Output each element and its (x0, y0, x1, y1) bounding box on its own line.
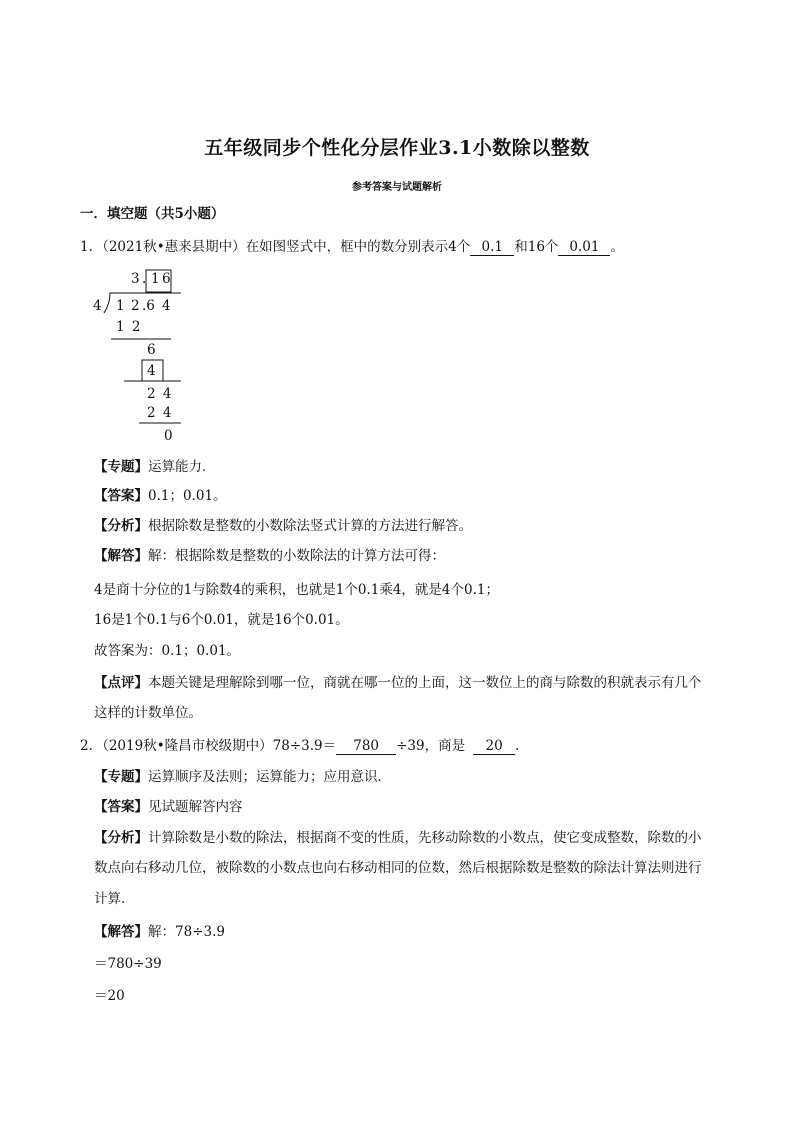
dividend-digit: 2 (131, 298, 140, 314)
topic-tag: 【专题】 (94, 459, 148, 475)
comment-continuation: 这样的计数单位。 (94, 705, 202, 721)
solution-line: 4是商十分位的1与除数4的乘积，也就是1个0.1乘4，就是4个0.1； (94, 582, 499, 598)
quotient-digit: 3 (131, 271, 140, 287)
division-step: 6 (147, 342, 156, 358)
q1-topic (94, 457, 216, 477)
question-2-stem (80, 736, 529, 756)
q2-answer (94, 797, 243, 817)
solution-intro: 解：根据除数是整数的小数除法的计算方法可得： (148, 548, 445, 564)
analysis-text: 根据除数是整数的小数除法竖式计算的方法进行解答。 (148, 518, 472, 534)
analysis-tag: 【分析】 (94, 518, 148, 534)
q2-stem-part-b: ÷39，商是 (396, 738, 466, 754)
division-step-boxed: 4 (147, 363, 156, 379)
q2-solution (94, 922, 225, 942)
q2-topic (94, 767, 391, 787)
dividend-digit: 1 (116, 298, 125, 314)
analysis-continuation: 数点向右移动几位，被除数的小数点也向右移动相同的位数，然后根据除数是整数的除法计算法则进行 (94, 860, 702, 876)
page-subtitle: 参考答案与试题解析 (352, 182, 442, 193)
q1-stem-part-b: 和16个 (514, 239, 559, 255)
topic-text: 运算能力． (148, 459, 216, 475)
comment-text: 本题关键是理解除到哪一位，商就在哪一位的上面，这一数位上的商与除数的积就表示有几个 (148, 675, 702, 691)
solution-tag: 【解答】 (94, 548, 148, 564)
q1-stem-part-c: 。 (610, 239, 624, 255)
section-heading: 一．填空题（共5小题） (80, 206, 225, 222)
solution-line: ＝780÷39 (94, 956, 162, 972)
topic-tag: 【专题】 (94, 769, 148, 785)
comment-tag: 【点评】 (94, 675, 148, 691)
division-step: 1 2 (116, 319, 141, 335)
analysis-continuation: 计算． (94, 891, 135, 907)
topic-text: 运算顺序及法则；运算能力；应用意识． (148, 769, 391, 785)
q2-analysis (94, 828, 702, 848)
division-step: 2 4 (147, 405, 172, 421)
q2-blank-2: 20 (473, 738, 515, 755)
q2-blank-1: 780 (336, 738, 396, 755)
quotient-digit: 6 (162, 271, 171, 287)
answer-tag: 【答案】 (94, 488, 148, 504)
quotient-point: . (142, 271, 147, 287)
solution-line: 故答案为：0.1；0.01。 (94, 643, 241, 659)
analysis-tag: 【分析】 (94, 830, 148, 846)
solution-tag: 【解答】 (94, 924, 148, 940)
answer-text: 见试题解答内容 (148, 799, 243, 815)
division-remainder: 0 (164, 428, 173, 444)
q2-stem-part-c: ． (515, 738, 529, 754)
division-step: 2 4 (147, 386, 172, 402)
analysis-text: 计算除数是小数的除法，根据商不变的性质，先移动除数的小数点，使它变成整数，除数的小 (148, 830, 702, 846)
solution-line: ＝20 (94, 988, 125, 1004)
solution-intro: 解：78÷3.9 (148, 924, 225, 940)
page-title: 五年级同步个性化分层作业3.1小数除以整数 (204, 137, 590, 159)
q1-blank-1: 0.1 (470, 239, 514, 256)
q2-stem-part-a: 2．（2019秋•隆昌市校级期中）78÷3.9＝ (80, 738, 337, 754)
quotient-digit-boxed: 1 (151, 271, 160, 287)
q1-answer (94, 486, 227, 506)
q1-blank-2: 0.01 (558, 239, 610, 256)
dividend-digit: .6 (142, 298, 155, 314)
solution-line: 16是1个0.1与6个0.01，就是16个0.01。 (94, 612, 349, 628)
q1-comment (94, 673, 702, 693)
divisor: 4 (93, 298, 102, 314)
q1-analysis (94, 516, 472, 536)
dividend-digit: 4 (162, 298, 171, 314)
answer-tag: 【答案】 (94, 799, 148, 815)
answer-text: 0.1；0.01。 (148, 488, 227, 504)
q1-stem-part-a: 1．（2021秋•惠来县期中）在如图竖式中，框中的数分别表示4个 (80, 239, 471, 255)
question-1-stem (80, 237, 624, 257)
q1-solution (94, 546, 445, 566)
